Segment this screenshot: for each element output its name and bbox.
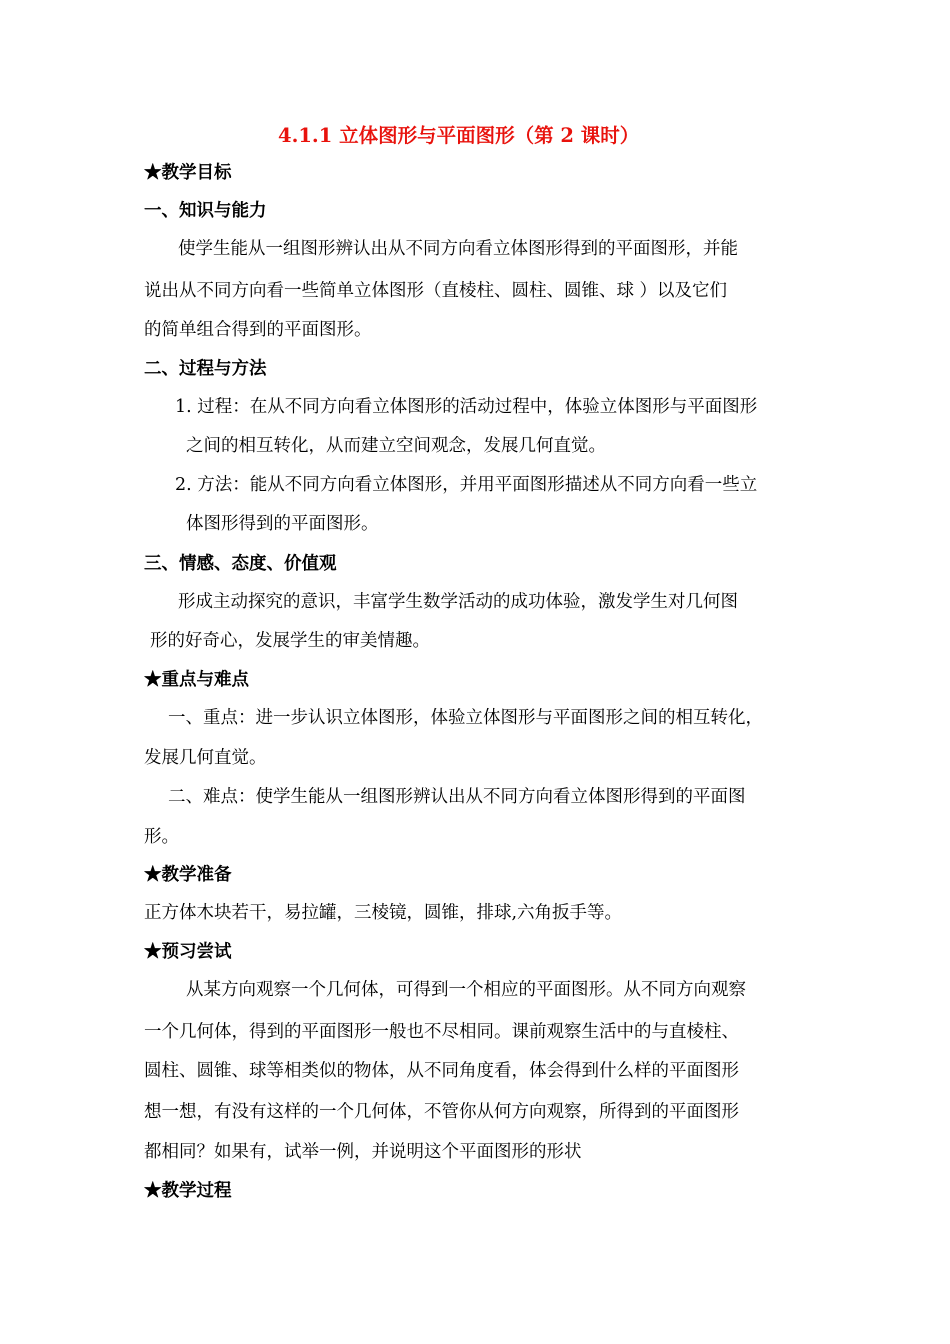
list-item-continuation: 体图形得到的平面图形。 xyxy=(186,514,379,534)
list-item-continuation: 之间的相互转化，从而建立空间观念，发展几何直觉。 xyxy=(186,436,606,456)
section-heading-objectives: ★教学目标 xyxy=(144,163,232,183)
paragraph-line: 都相同？如果有，试举一例，并说明这个平面图形的形状 xyxy=(144,1142,582,1162)
paragraph-line: 形成主动探究的意识，丰富学生数学活动的成功体验，激发学生对几何图 xyxy=(178,592,738,612)
paragraph-line: 想一想，有没有这样的一个几何体，不管你从何方向观察，所得到的平面图形 xyxy=(144,1102,739,1122)
section-heading-procedure: ★教学过程 xyxy=(144,1181,232,1201)
paragraph-line: 二、难点：使学生能从一组图形辨认出从不同方向看立体图形得到的平面图 xyxy=(168,787,746,807)
list-item: 1. 过程：在从不同方向看立体图形的活动过程中，体验立体图形与平面图形 xyxy=(175,397,758,417)
section-heading-preparation: ★教学准备 xyxy=(144,865,232,885)
list-item: 2. 方法：能从不同方向看立体图形，并用平面图形描述从不同方向看一些立 xyxy=(175,475,758,495)
paragraph-line: 正方体木块若干，易拉罐，三棱镜，圆锥，排球,六角扳手等。 xyxy=(144,903,623,923)
subheading-emotion: 三、情感、态度、价值观 xyxy=(144,554,337,574)
paragraph-line: 一、重点：进一步认识立体图形，体验立体图形与平面图形之间的相互转化， xyxy=(168,708,763,728)
paragraph-line: 发展几何直觉。 xyxy=(144,748,267,768)
paragraph-line: 一个几何体，得到的平面图形一般也不尽相同。课前观察生活中的与直棱柱、 xyxy=(144,1022,739,1042)
page-title: 4.1.1 立体图形与平面图形（第 2 课时） xyxy=(278,124,640,147)
paragraph-line: 的简单组合得到的平面图形。 xyxy=(144,320,372,340)
paragraph-line: 形的好奇心，发展学生的审美情趣。 xyxy=(150,631,430,651)
section-heading-preview: ★预习尝试 xyxy=(144,942,232,962)
paragraph-line: 圆柱、圆锥、球等相类似的物体，从不同角度看，体会得到什么样的平面图形 xyxy=(144,1061,739,1081)
subheading-knowledge: 一、知识与能力 xyxy=(144,201,267,221)
subheading-process: 二、过程与方法 xyxy=(144,359,267,379)
paragraph-line: 使学生能从一组图形辨认出从不同方向看立体图形得到的平面图形，并能 xyxy=(178,239,738,259)
paragraph-line: 形。 xyxy=(144,827,179,847)
paragraph-line: 说出从不同方向看一些简单立体图形（直棱柱、圆柱、圆锥、球 ）以及它们 xyxy=(144,281,728,301)
paragraph-line: 从某方向观察一个几何体，可得到一个相应的平面图形。从不同方向观察 xyxy=(186,980,746,1000)
section-heading-keypoints: ★重点与难点 xyxy=(144,670,249,690)
